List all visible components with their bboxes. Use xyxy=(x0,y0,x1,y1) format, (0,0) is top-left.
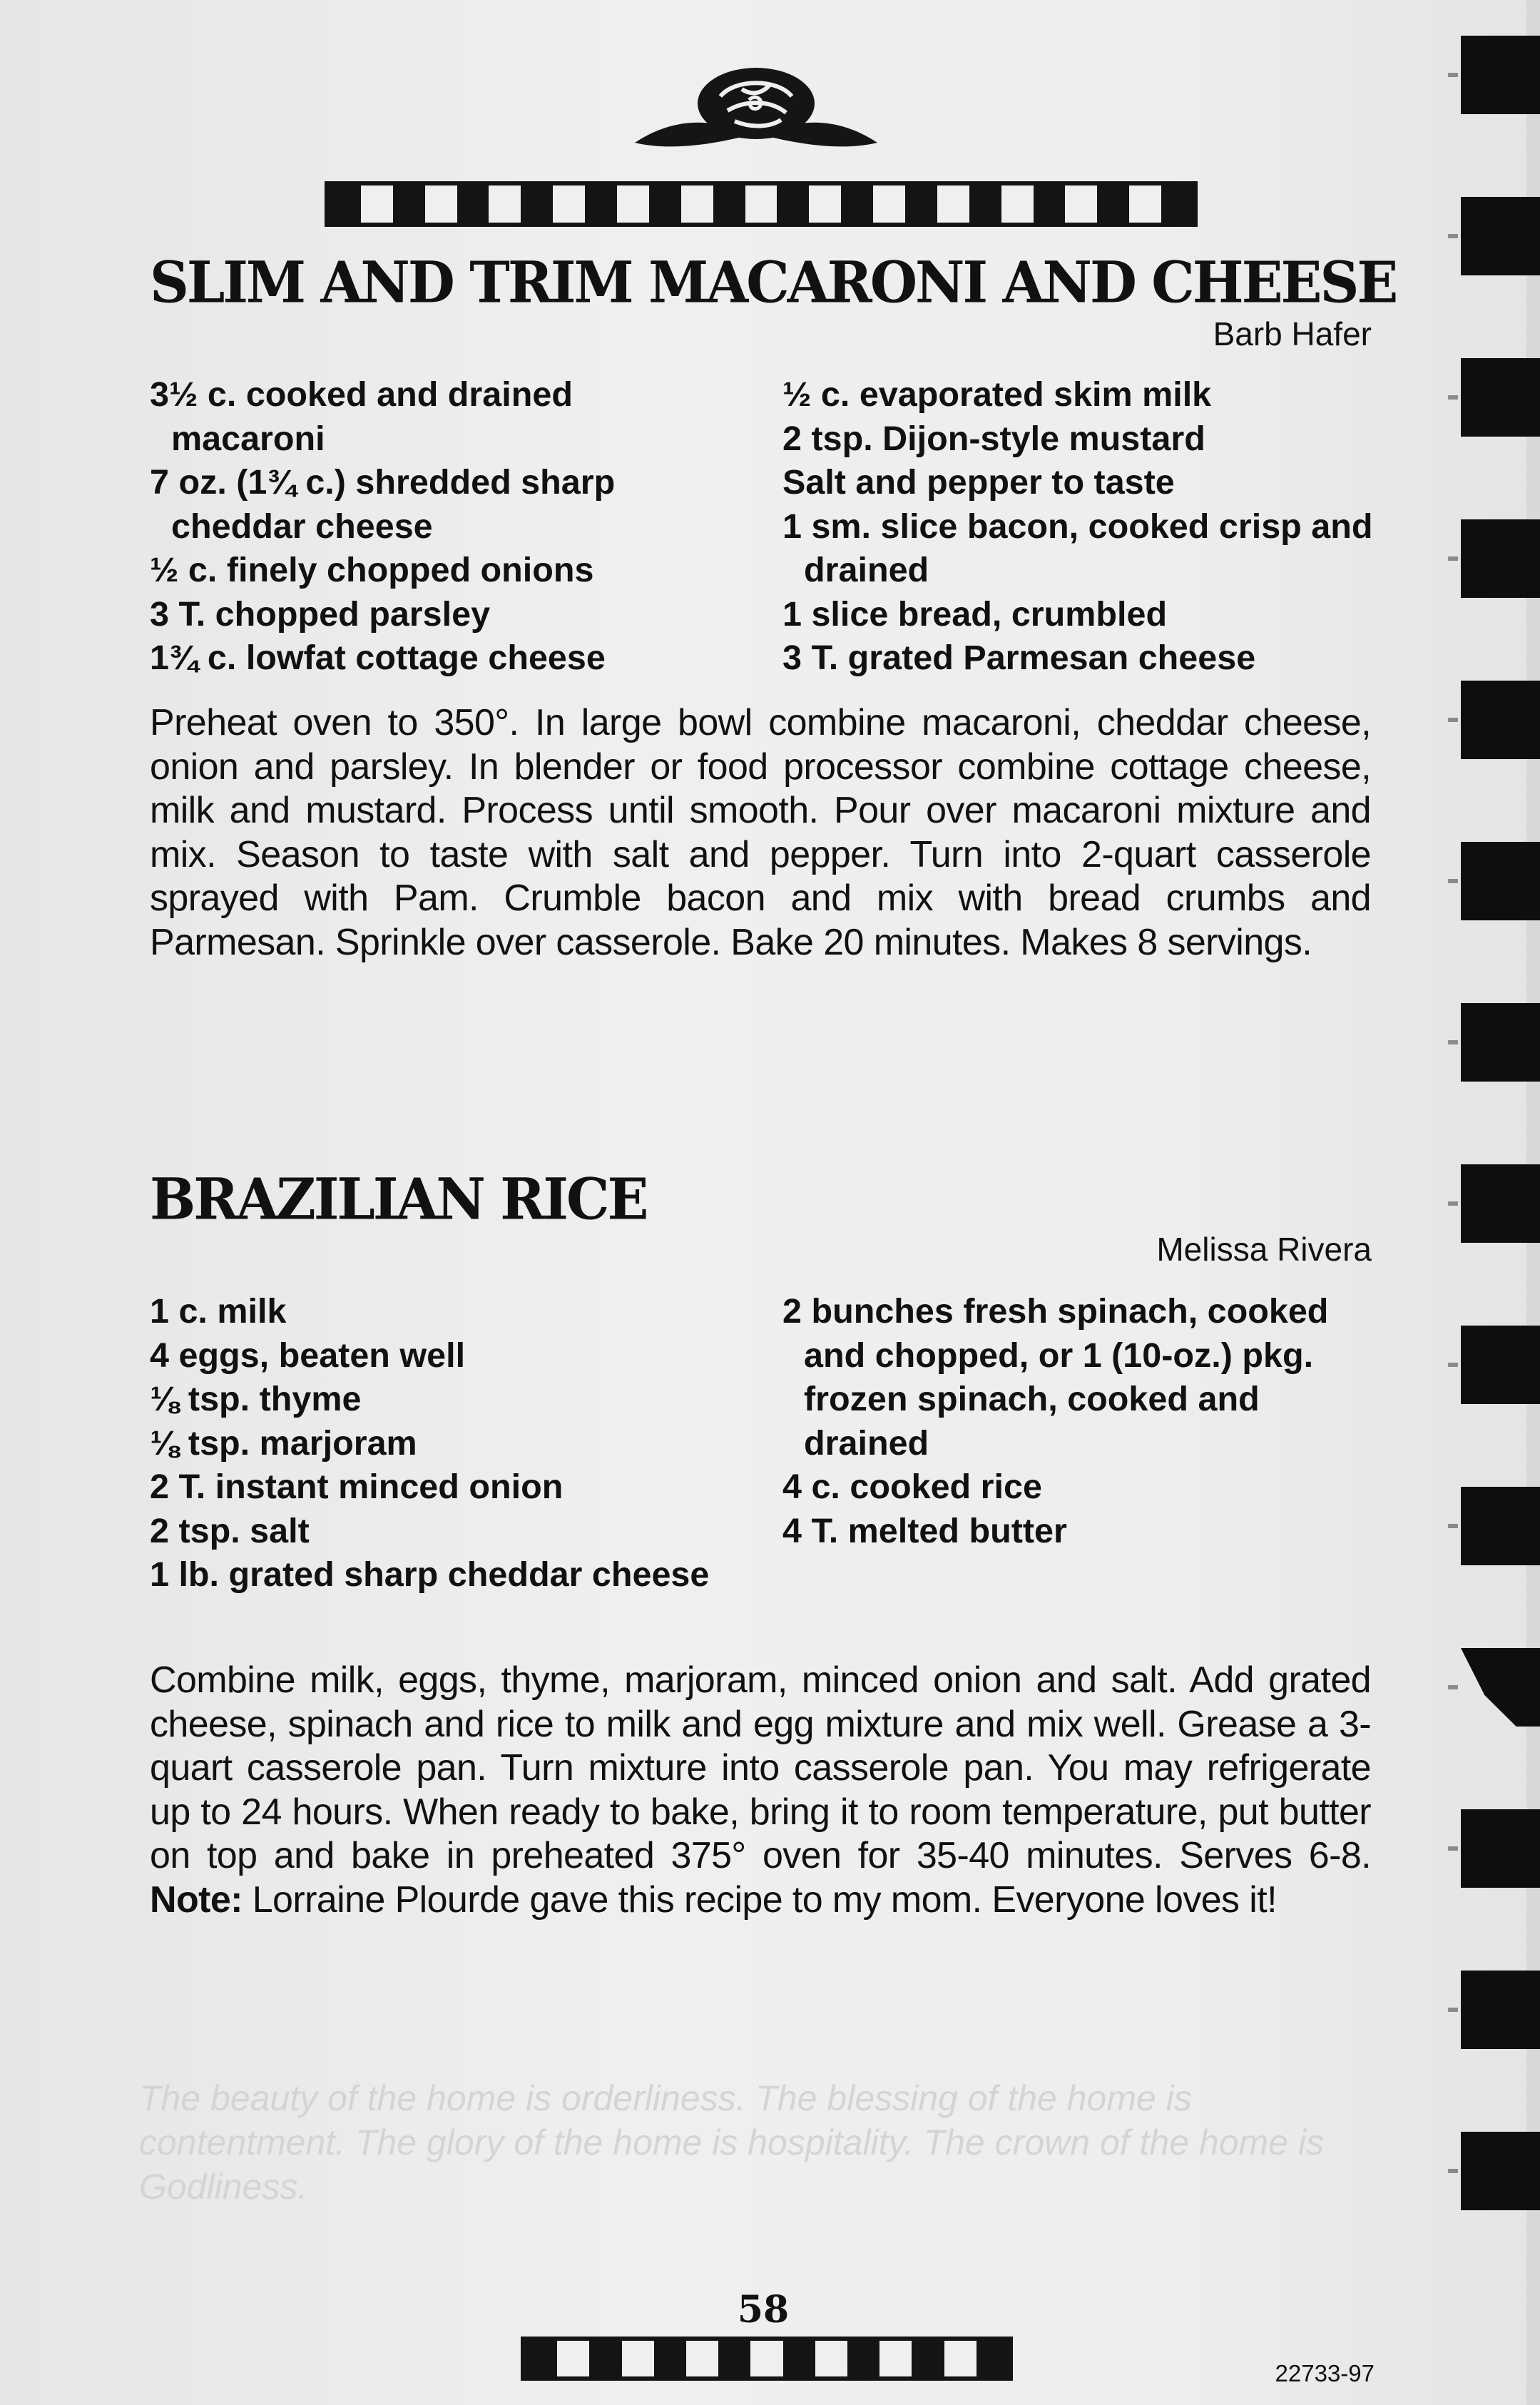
checker-square xyxy=(457,185,489,223)
checker-square xyxy=(393,185,425,223)
ingredient-item: ⅛ tsp. marjoram xyxy=(150,1423,417,1463)
ingredient-item: 1 slice bread, crumbled xyxy=(782,594,1168,634)
binding-tab xyxy=(1461,2132,1540,2210)
checker-square xyxy=(912,2341,944,2376)
checker-square xyxy=(617,185,649,223)
recipe-title: SLIM AND TRIM MACARONI AND CHEESE xyxy=(150,248,1397,316)
checker-square xyxy=(585,185,617,223)
checker-square xyxy=(1161,185,1193,223)
ingredients-left-column xyxy=(150,373,735,681)
checker-square xyxy=(329,185,361,223)
ingredient-item: 2 bunches fresh spinach, cooked and chopped, or 1 (10-oz.) pkg. frozen spinach, cooked and drained xyxy=(782,1292,1329,1463)
checker-square xyxy=(361,185,393,223)
checker-square xyxy=(557,2341,589,2376)
checker-square xyxy=(777,185,809,223)
binding-hole-mark xyxy=(1448,1524,1458,1528)
checker-square xyxy=(847,2341,879,2376)
ingredients-left-column xyxy=(150,1290,735,1597)
ingredient-item: 1 c. milk xyxy=(150,1292,287,1331)
ingredient-item: 1 sm. slice bacon, cooked crisp and drained xyxy=(782,507,1373,589)
binding-hole-mark xyxy=(1448,73,1458,77)
checker-square xyxy=(750,2341,782,2376)
ingredient-item: 4 eggs, beaten well xyxy=(150,1336,466,1375)
recipe-author: Melissa Rivera xyxy=(1156,1231,1372,1268)
checker-square xyxy=(1097,185,1129,223)
checker-square xyxy=(976,2341,1009,2376)
checker-square xyxy=(745,185,777,223)
binding-tab xyxy=(1461,1326,1540,1404)
checker-square xyxy=(649,185,681,223)
ingredient-item: ½ c. evaporated skim milk xyxy=(782,375,1212,414)
recipe-directions: Preheat oven to 350°. In large bowl combine macaroni, cheddar cheese, onion and parsley. In blender or food processor combine cottage cheese, milk and mustard. Process until smooth. Pour over macaroni mixture and mix. Season to taste with salt and pepper. Turn into 2-quart casserole sprayed with Pam. Crumble bacon and mix with bread crumbs and Parmesan. Sprinkle over casserole. Bake 20 minutes. Makes 8 servings. xyxy=(150,702,1371,963)
ingredient-item: Salt and pepper to taste xyxy=(782,463,1175,502)
checker-square xyxy=(521,185,553,223)
checker-square xyxy=(841,185,873,223)
binding-tab xyxy=(1461,36,1540,114)
checker-square xyxy=(622,2341,654,2376)
checker-square xyxy=(654,2341,686,2376)
ingredient-item: 7 oz. (1¾ c.) shredded sharp cheddar cheese xyxy=(150,463,616,546)
ingredients-right-column xyxy=(782,373,1382,681)
binding-hole-mark xyxy=(1448,556,1458,561)
checker-divider-top xyxy=(325,181,1198,227)
checker-square xyxy=(681,185,713,223)
binding-hole-mark xyxy=(1448,395,1458,400)
checker-square xyxy=(1001,185,1034,223)
checker-square xyxy=(937,185,969,223)
checker-square xyxy=(489,185,521,223)
checker-square xyxy=(783,2341,815,2376)
binding-tab xyxy=(1461,842,1540,920)
ingredient-item: 2 tsp. Dijon-style mustard xyxy=(782,419,1205,458)
checker-square xyxy=(525,2341,557,2376)
checker-square xyxy=(713,185,745,223)
binding-hole-mark xyxy=(1448,1685,1458,1689)
ingredient-item: 3½ c. cooked and drained macaroni xyxy=(150,375,573,458)
binding-hole-mark xyxy=(1448,234,1458,238)
checker-square xyxy=(718,2341,750,2376)
recipe-title: BRAZILIAN RICE xyxy=(150,1165,647,1233)
recipe-author: Barb Hafer xyxy=(1213,315,1372,352)
ingredient-item: 4 c. cooked rice xyxy=(782,1468,1042,1506)
checker-square xyxy=(1034,185,1066,223)
checker-square xyxy=(553,185,585,223)
ingredient-item: 1 lb. grated sharp cheddar cheese xyxy=(150,1555,710,1594)
binding-tab xyxy=(1461,681,1540,759)
ingredient-item: ⅛ tsp. thyme xyxy=(150,1380,362,1418)
note-label: Note: xyxy=(150,1878,243,1921)
checker-square xyxy=(1129,185,1161,223)
binding-hole-mark xyxy=(1448,2008,1458,2012)
binding-hole-mark xyxy=(1448,1363,1458,1367)
checker-square xyxy=(1065,185,1097,223)
binding-tab xyxy=(1461,1648,1540,1727)
note-text: Lorraine Plourde gave this recipe to my mom. Everyone loves it! xyxy=(252,1878,1277,1921)
binding-hole-mark xyxy=(1448,1201,1458,1206)
binding-hole-mark xyxy=(1448,1846,1458,1851)
show-through-text: The beauty of the home is orderliness. The blessing of the home is contentment. The glory of the home is hospitality. The crown of the home is Godliness. xyxy=(139,2078,1325,2207)
binding-hole-mark xyxy=(1448,718,1458,722)
checker-square xyxy=(425,185,457,223)
binding-tab xyxy=(1461,1487,1540,1565)
ingredient-item: 3 T. grated Parmesan cheese xyxy=(782,639,1256,677)
ingredient-item: 2 tsp. salt xyxy=(150,1511,310,1550)
binding-tab xyxy=(1461,197,1540,275)
binding-hole-mark xyxy=(1448,1040,1458,1044)
checker-square xyxy=(905,185,937,223)
binding-tab xyxy=(1461,519,1540,598)
ingredients-right-column xyxy=(782,1290,1382,1553)
checker-divider-bottom xyxy=(521,2337,1013,2381)
checker-square xyxy=(589,2341,621,2376)
binding-tab xyxy=(1461,1809,1540,1888)
checker-square xyxy=(944,2341,976,2376)
checker-square xyxy=(879,2341,912,2376)
binding-tab xyxy=(1461,1971,1540,2049)
ingredient-item: ½ c. finely chopped onions xyxy=(150,551,594,589)
checker-square xyxy=(686,2341,718,2376)
binding-tab xyxy=(1461,1003,1540,1082)
footer-code: 22733-97 xyxy=(1275,2360,1375,2386)
binding-hole-mark xyxy=(1448,879,1458,883)
checker-square xyxy=(815,2341,847,2376)
binding-hole-mark xyxy=(1448,2169,1458,2173)
recipe-directions xyxy=(150,1659,1371,1922)
checker-square xyxy=(809,185,841,223)
checker-square xyxy=(969,185,1001,223)
ingredient-item: 2 T. instant minced onion xyxy=(150,1468,564,1506)
checker-square xyxy=(873,185,905,223)
ingredient-item: 3 T. chopped parsley xyxy=(150,594,491,634)
ingredient-item: 1¾ c. lowfat cottage cheese xyxy=(150,639,606,677)
binding-tab xyxy=(1461,1164,1540,1243)
ingredient-item: 4 T. melted butter xyxy=(782,1511,1067,1550)
rose-ornament-icon xyxy=(628,64,884,157)
binding-tab xyxy=(1461,358,1540,437)
directions-text: Combine milk, eggs, thyme, marjoram, minced onion and salt. Add grated cheese, spinach and rice to milk and egg mixture and mix well. Grease a 3-quart casserole pan. Turn mixture into casserole pan. You may refrigerate up to 24 hours. When ready to bake, bring it to room temperature, put butter on top and bake in preheated 375° oven for 35-40 minutes. Serves 6-8. xyxy=(150,1659,1371,1876)
page-number: 58 xyxy=(737,2288,790,2332)
